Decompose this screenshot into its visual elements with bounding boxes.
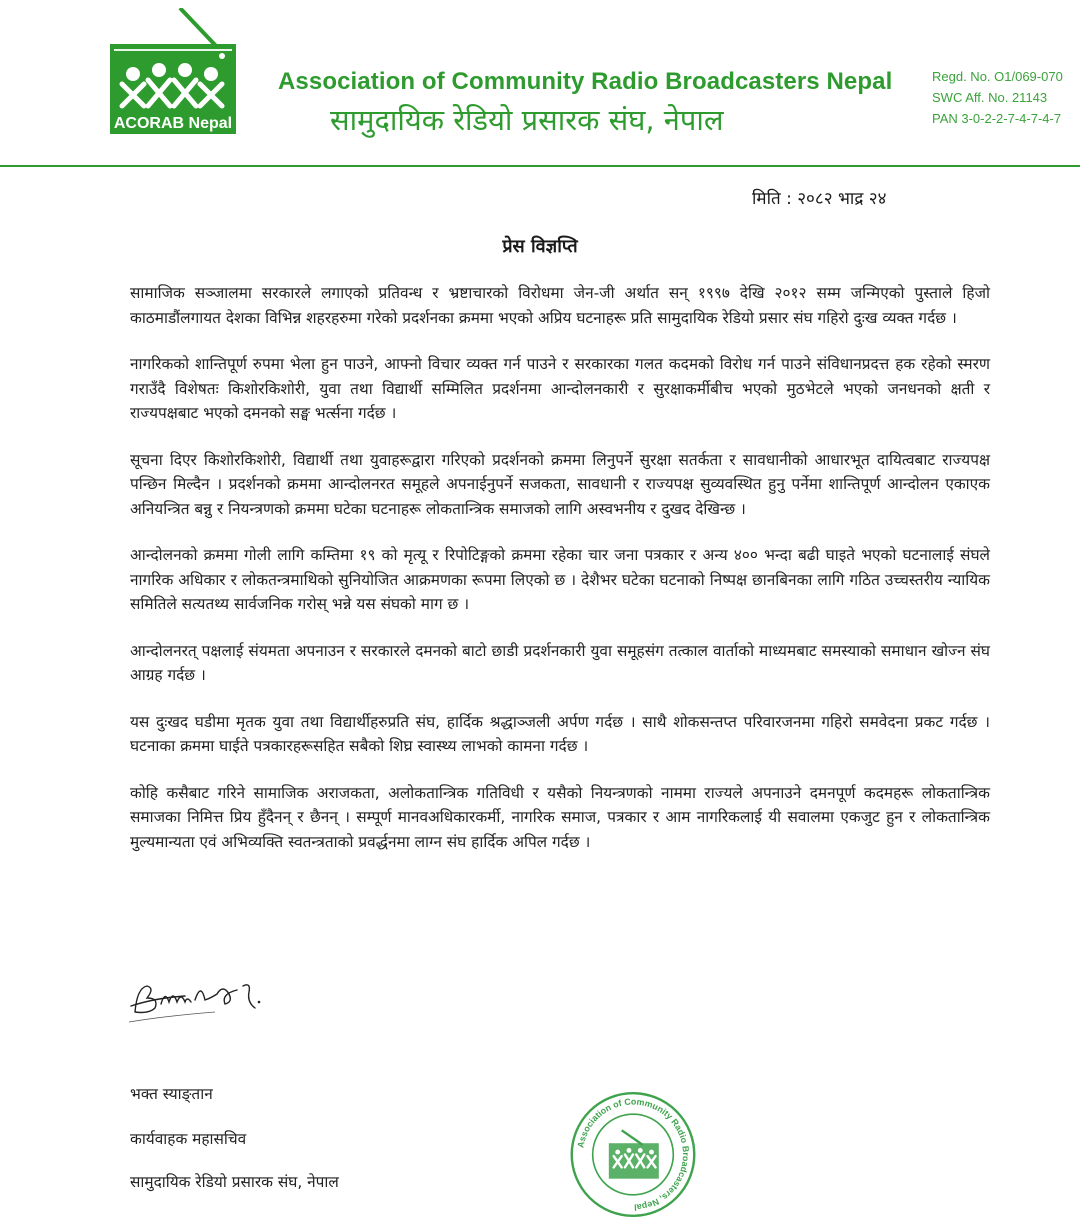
body-paragraph: आन्दोलनको क्रममा गोली लागि कम्तिमा १९ को मृत्यू र रिपोटिङ्गको क्रममा रहेका चार जना पत्रकार र अन्य ४०० भन्दा बढी घाइते भएको घटनालाई संघले नागरिक अधिकार र लोकतन्त्रमाथिको सुनियोजित आक्रमणका रूपमा लिएको छ । देशैभर घटेका घटनाको निष्पक्ष छानबिनका लागि गठित उच्चस्तरीय न्यायिक समितिले सत्यतथ्य सार्वजनिक गरोस् भन्ने यस संघको माग छ ।	[130, 546, 990, 613]
registration-block	[932, 66, 1063, 129]
org-name-nepali: सामुदायिक रेडियो प्रसारक संघ, नेपाल	[330, 103, 724, 137]
letter-date: मिति : २०८२ भाद्र २४	[752, 189, 887, 209]
swc-affiliation: SWC Aff. No. 21143	[932, 90, 1048, 105]
signatory-role: कार्यवाहक महासचिव	[130, 1130, 247, 1148]
body-paragraph: नागरिकको शान्तिपूर्ण रुपमा भेला हुन पाउने, आफ्नो विचार व्यक्त गर्न पाउने र सरकारका गलत कदमको विरोध गर्न पाउने संविधानप्रदत्त हक रहेको स्मरण गराउँदै विशेषतः किशोरकिशोरी, युवा तथा विद्यार्थी सम्मिलित प्रदर्शनमा आन्दोलनकारी र सुरक्षाकर्मीबीच भएको मुठभेटले भएको जनधनको क्षती र राज्यपक्षबाट भएको दमनको सङ्घ भर्त्सना गर्दछ ।	[130, 355, 991, 422]
signatory-organization: सामुदायिक रेडियो प्रसारक संघ, नेपाल	[130, 1173, 339, 1191]
letter-body	[130, 281, 990, 876]
header-divider	[0, 165, 1080, 167]
body-paragraph: आन्दोलनरत् पक्षलाई संयमता अपनाउन र सरकारले दमनको बाटो छाडी प्रदर्शनकारी युवा समूहसंग तत्काल वार्ताको माध्यमबाट समस्याको समाधान खोज्न संघ आग्रह गर्दछ ।	[130, 641, 990, 684]
stamp-ring-text: Association of Community Radio Broadcasters, Nepal	[575, 1096, 692, 1213]
org-name-english: Association of Community Radio Broadcasters Nepal	[278, 68, 893, 95]
signatory-name: भक्त स्याङ्तान	[130, 1085, 213, 1103]
acorab-logo	[100, 8, 250, 150]
handwritten-signature	[125, 972, 285, 1028]
document-title: प्रेस विज्ञप्ति	[502, 236, 578, 257]
body-paragraph: यस दुःखद घडीमा मृतक युवा तथा विद्यार्थीहरुप्रति संघ, हार्दिक श्रद्धाञ्जली अर्पण गर्दछ । साथै शोकसन्तप्त परिवारजनमा गहिरो समवेदना प्रकट गर्दछ । घटनाका क्रममा घाईते पत्रकारहरूसहित सबैको शिघ्र स्वास्थ्य लाभको कामना गर्दछ ।	[130, 712, 990, 755]
body-paragraph: कोहि कसैबाट गरिने सामाजिक अराजकता, अलोकतान्त्रिक गतिविधी र यसैको नियन्त्रणको नाममा राज्यले अपनाउने दमनपूर्ण कदमहरू लोकतान्त्रिक समाजका निमित्त प्रिय हुँदैनन् र छैनन् । सम्पूर्ण मानवअधिकारकर्मी, नागरिक समाज, पत्रकार र आम नागरिकलाई यी सवालमा एकजुट हुन र लोकतान्त्रिक मुल्यमान्यता एवं अभिव्यक्ति स्वतन्त्रताको प्रवर्द्धनमा लाग्न संघ हार्दिक अपिल गर्दछ ।	[130, 783, 990, 851]
body-paragraph: सूचना दिएर किशोरकिशोरी, विद्यार्थी तथा युवाहरूद्वारा गरिएको प्रदर्शनको क्रममा लिनुपर्ने सुरक्षा सतर्कता र सावधानीको आधारभूत दायित्वबाट राज्यपक्ष पन्छिन मिल्दैन । प्रदर्शनको क्रममा आन्दोलनरत समूहले अपनाईनुपर्ने सजकता, सावधानी र राज्यपक्ष सुव्यवस्थित हुनु पर्नेमा शान्तिपूर्ण आन्दोलन एकाएक अनियन्त्रित बन्नु र नियन्त्रणको क्रममा घटेका घटनाहरू लोकतान्त्रिक समाजको लागि अस्वभनीय र दुखद देखिन्छ ।	[130, 450, 990, 518]
regd-number: Regd. No. O1/069-070	[932, 69, 1063, 84]
body-paragraph: सामाजिक सञ्जालमा सरकारले लगाएको प्रतिवन्ध र भ्रष्टाचारको विरोधमा जेन-जी अर्थात सन् १९९७ देखि २०१२ सम्म जन्मिएको पुस्ताले हिजो काठमाडौंलगायत देशका विभिन्न शहरहरुमा गरेको प्रदर्शनका क्रममा भएको अप्रिय घटनाहरू प्रति सामुदायिक रेडियो प्रसार संघ गहिरो दुःख व्यक्त गर्दछ ।	[130, 284, 990, 327]
logo-text: ACORAB Nepal	[113, 115, 233, 132]
pan-number: PAN 3-0-2-2-7-4-7-4-7	[932, 111, 1062, 126]
organization-stamp	[553, 1090, 713, 1219]
